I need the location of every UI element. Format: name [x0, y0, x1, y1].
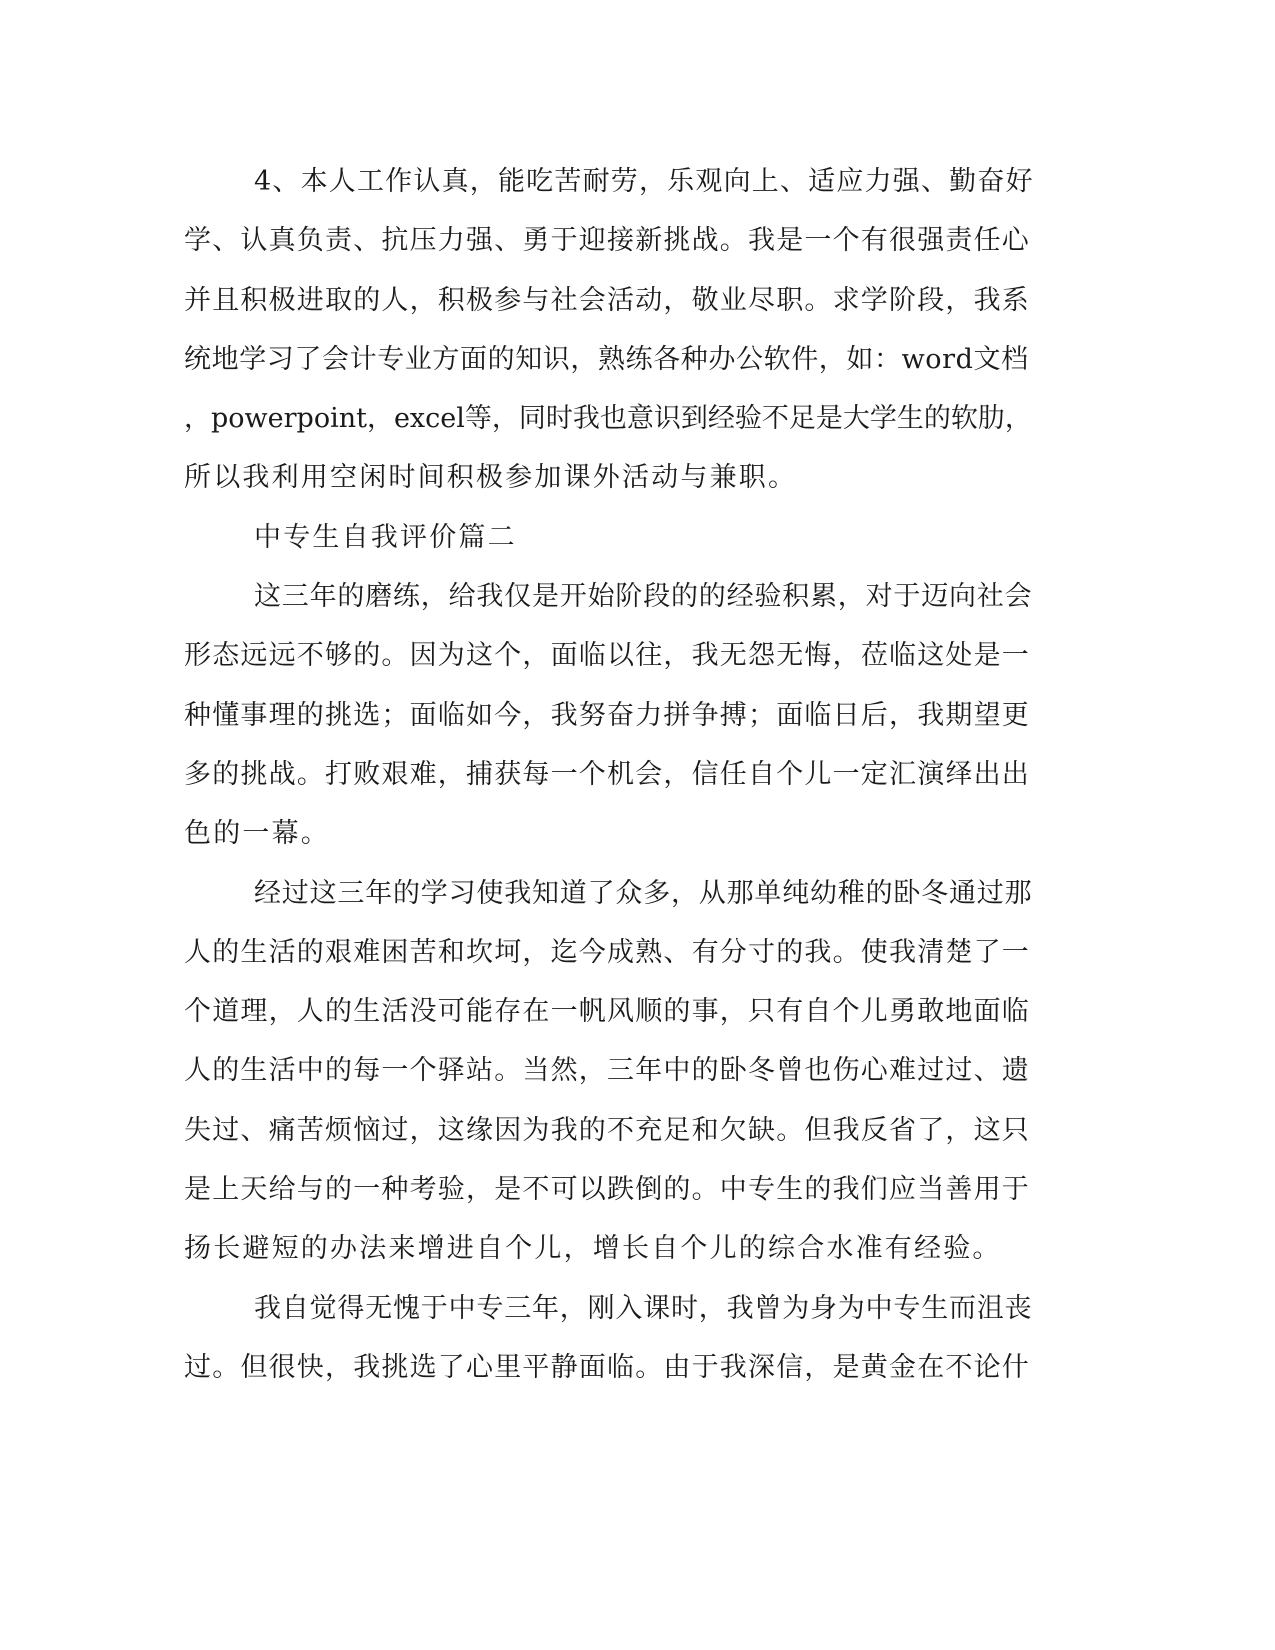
- paragraph-line: 人的生活的艰难困苦和坎坷，迄今成熟、有分寸的我。使我清楚了一: [184, 936, 1030, 968]
- paragraph-line: 我自觉得无愧于中专三年，刚入课时，我曾为身为中专生而沮丧: [254, 1292, 1033, 1324]
- paragraph-line: 色的一幕。: [184, 818, 330, 850]
- paragraph-line: 学、认真负责、抗压力强、勇于迎接新挑战。我是一个有很强责任心: [184, 225, 1030, 257]
- paragraph-line: 所以我利用空闲时间积极参加课外活动与兼职。: [184, 462, 798, 494]
- paragraph-line: 形态远远不够的。因为这个，面临以往，我无怨无悔，莅临这处是一: [184, 640, 1030, 672]
- paragraph-line: 扬长避短的办法来增进自个儿，增长自个儿的综合水准有经验。: [184, 1233, 1002, 1265]
- paragraph-line: 这三年的磨练，给我仅是开始阶段的的经验积累，对于迈向社会: [254, 581, 1033, 613]
- paragraph-line: 是上天给与的一种考验，是不可以跌倒的。中专生的我们应当善用于: [184, 1174, 1030, 1206]
- paragraph-line: 4、本人工作认真，能吃苦耐劳，乐观向上、适应力强、勤奋好: [254, 166, 1034, 197]
- section-heading: 中专生自我评价篇二: [254, 521, 517, 553]
- paragraph-line: ，powerpoint，excel等，同时我也意识到经验不足是大学生的软肋，: [184, 403, 1032, 435]
- paragraph-line: 统地学习了会计专业方面的知识，熟练各种办公软件，如：word文档: [184, 343, 1029, 375]
- paragraph-line: 人的生活中的每一个驿站。当然，三年中的卧冬曾也伤心难过过、遗: [184, 1055, 1030, 1087]
- paragraph-line: 多的挑战。打败艰难，捕获每一个机会，信任自个儿一定汇演绎出出: [184, 758, 1030, 790]
- paragraph-line: 并且积极进取的人，积极参与社会活动，敬业尽职。求学阶段，我系: [184, 284, 1030, 316]
- paragraph-line: 个道理，人的生活没可能存在一帆风顺的事，只有自个儿勇敢地面临: [184, 996, 1030, 1028]
- paragraph-line: 过。但很快，我挑选了心里平静面临。由于我深信，是黄金在不论什: [184, 1351, 1030, 1383]
- document-body: [184, 152, 1034, 1397]
- paragraph-line: 失过、痛苦烦恼过，这缘因为我的不充足和欠缺。但我反省了，这只: [184, 1114, 1030, 1146]
- paragraph-line: 种懂事理的挑选；面临如今，我努奋力拼争搏；面临日后，我期望更: [184, 699, 1030, 731]
- paragraph-line: 经过这三年的学习使我知道了众多，从那单纯幼稚的卧冬通过那: [254, 877, 1033, 909]
